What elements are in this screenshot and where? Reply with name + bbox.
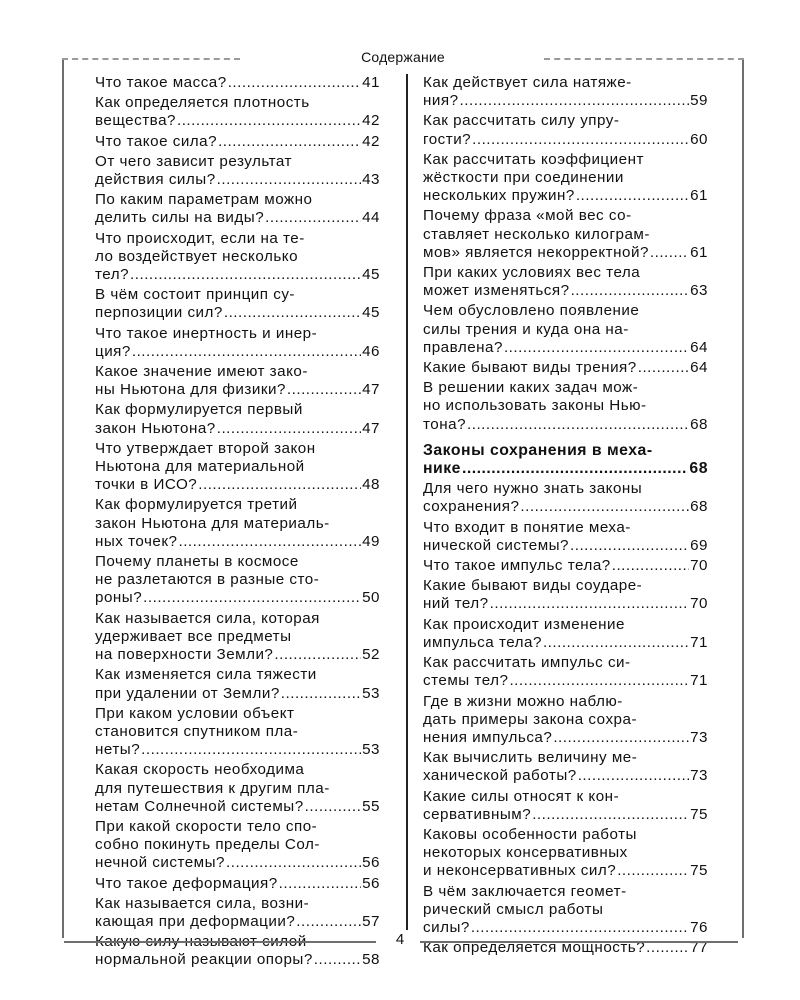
toc-entry-line: Как происходит изменение	[423, 615, 625, 633]
toc-entry-last-line	[95, 209, 380, 227]
toc-page-number: 45	[362, 304, 380, 322]
dot-leader	[228, 74, 361, 92]
toc-page-number: 46	[362, 342, 380, 360]
dot-leader	[467, 416, 689, 434]
toc-page-number: 55	[362, 797, 380, 815]
toc-entry-line: Как рассчитать импульс си-	[423, 654, 631, 672]
toc-page-number: 41	[362, 74, 380, 91]
toc-entry-last-line	[95, 685, 380, 703]
toc-entry	[423, 359, 708, 377]
toc-entry-line: сохранения?	[423, 498, 520, 516]
toc-page-number: 53	[362, 684, 380, 702]
dot-leader	[130, 266, 361, 284]
toc-entry-last-line	[95, 533, 380, 551]
toc-entry-line: точки в ИСО?	[95, 476, 198, 494]
toc-entry-last-line	[95, 913, 380, 931]
toc-entry-line: сервативным?	[423, 805, 532, 823]
toc-entry-line: Как вычислить величину ме-	[423, 749, 638, 767]
toc-entry-line: Какое значение имеют зако-	[95, 363, 308, 381]
toc-page-number: 75	[690, 805, 708, 823]
toc-entry-line: но использовать законы Нью-	[423, 397, 647, 415]
toc-entry	[423, 151, 708, 206]
toc-entry-last-line	[95, 112, 380, 130]
toc-entry-last-line	[423, 557, 708, 575]
toc-entry-line: действия силы?	[95, 171, 216, 189]
toc-entry-line: Какие бывают виды трения?	[423, 359, 637, 377]
toc-entry-last-line	[423, 634, 708, 652]
toc-page-number: 59	[690, 92, 708, 110]
toc-entry-line: В решении каких задач мож-	[423, 379, 639, 397]
dot-leader	[612, 557, 689, 575]
toc-entry	[95, 440, 380, 495]
toc-entry	[95, 818, 380, 873]
toc-entry-line: Как рассчитать силу упру-	[423, 112, 620, 130]
toc-entry	[423, 74, 708, 110]
toc-entry-line: Что происходит, если на те-	[95, 229, 305, 247]
toc-entry-last-line	[423, 767, 708, 785]
column-divider	[406, 74, 408, 930]
header-dash-right	[544, 58, 744, 60]
dot-leader	[305, 798, 361, 816]
toc-entry	[95, 761, 380, 816]
toc-entry-line: Законы сохранения в меха-	[423, 441, 653, 459]
toc-entry-last-line	[95, 266, 380, 284]
toc-entry-line: Каковы особенности работы	[423, 825, 637, 843]
toc-page-number: 49	[362, 532, 380, 550]
toc-entry-last-line	[95, 420, 380, 438]
toc-entry-last-line	[423, 187, 708, 205]
toc-page-number: 63	[690, 282, 708, 300]
toc-entry	[95, 895, 380, 931]
toc-entry-line: ставляет несколько килограм-	[423, 225, 650, 243]
toc-entry-last-line	[423, 359, 708, 377]
toc-entry-line: Какие силы относят к кон-	[423, 787, 620, 805]
toc-entry-last-line	[423, 537, 708, 555]
dot-leader	[570, 537, 689, 555]
toc-entry-line: закон Ньютона для материаль-	[95, 514, 330, 532]
dot-leader	[217, 420, 361, 438]
running-header	[62, 46, 744, 70]
toc-entry-line: При каком условии объект	[95, 704, 295, 722]
toc-entry-line: Ньютона для материальной	[95, 458, 305, 476]
toc-entry	[95, 553, 380, 608]
dot-leader	[520, 498, 689, 516]
dot-leader	[217, 171, 361, 189]
toc-page-number: 61	[690, 243, 708, 261]
dot-leader	[132, 343, 361, 361]
toc-entry-line: и неконсервативных сил?	[423, 862, 617, 880]
toc-entry	[95, 705, 380, 760]
toc-entry-line: Где в жизни можно наблю-	[423, 692, 623, 710]
toc-entry-line: Что такое импульс тела?	[423, 557, 611, 575]
toc-entry-last-line	[423, 131, 708, 149]
toc-entry-last-line	[423, 416, 708, 434]
toc-entry-last-line	[95, 854, 380, 872]
toc-entry-line: Как формулируется третий	[95, 496, 298, 514]
toc-entry-line: становится спутником пла-	[95, 722, 299, 740]
dot-leader	[314, 951, 361, 969]
toc-entry-last-line	[423, 92, 708, 110]
toc-page-number: 57	[362, 912, 380, 930]
toc-entry-line: При каких условиях вес тела	[423, 264, 641, 282]
dot-leader	[226, 854, 361, 872]
toc-entry-line: вещества?	[95, 112, 176, 130]
toc-entry-line: ния?	[423, 92, 459, 110]
dot-leader	[553, 729, 689, 747]
dot-leader	[576, 187, 689, 205]
toc-entry-line: В чём состоит принцип су-	[95, 286, 295, 304]
toc-entry	[95, 133, 380, 151]
dot-leader	[218, 133, 361, 151]
toc-page-number: 58	[362, 951, 380, 969]
page-number: 4	[395, 931, 405, 948]
toc-page-number: 42	[362, 132, 380, 150]
toc-entry-line: некоторых консервативных	[423, 844, 628, 862]
toc-entry-line: удерживает все предметы	[95, 627, 292, 645]
toc-entry-line: Что такое сила?	[95, 132, 218, 150]
toc-entry	[95, 153, 380, 189]
toc-page-number: 56	[362, 874, 380, 892]
toc-page-number: 68	[690, 415, 708, 433]
toc-entry-line: ных точек?	[95, 532, 178, 550]
dot-leader	[578, 767, 689, 785]
toc-entry-last-line	[95, 74, 380, 92]
dot-leader	[198, 476, 361, 494]
toc-entry-line: нескольких пружин?	[423, 187, 575, 205]
toc-entry	[423, 654, 708, 690]
toc-entry	[423, 264, 708, 300]
toc-entry	[423, 788, 708, 824]
dot-leader	[265, 209, 361, 227]
toc-entry	[95, 74, 380, 92]
dot-leader	[638, 359, 689, 377]
toc-entry-line: При какой скорости тело спо-	[95, 817, 318, 835]
toc-entry-last-line	[95, 343, 380, 361]
dot-leader	[287, 381, 361, 399]
toc-entry-last-line	[95, 646, 380, 664]
toc-entry-last-line	[423, 672, 708, 690]
toc-entry-line: закон Ньютона?	[95, 419, 216, 437]
toc-page-number: 69	[690, 536, 708, 554]
toc-entry-last-line	[95, 741, 380, 759]
toc-entry-last-line	[95, 133, 380, 151]
toc-entry-line: По каким параметрам можно	[95, 191, 313, 209]
toc-entry-line: От чего зависит результат	[95, 152, 292, 170]
toc-page-number: 43	[362, 171, 380, 189]
toc-page-number: 73	[690, 728, 708, 746]
toc-entry	[423, 519, 708, 555]
dot-leader	[224, 304, 361, 322]
toc-page-number: 60	[690, 130, 708, 148]
toc-entry	[95, 363, 380, 399]
toc-entry-last-line	[95, 589, 380, 607]
dot-leader	[177, 112, 361, 130]
toc-entry-line: Почему фраза «мой вес со-	[423, 207, 632, 225]
toc-entry	[423, 616, 708, 652]
toc-entry-line: гости?	[423, 130, 472, 148]
header-title: Содержание	[361, 49, 445, 65]
toc-page-number: 53	[362, 741, 380, 759]
dot-leader	[462, 460, 688, 478]
toc-entry	[95, 191, 380, 227]
toc-entry-line: ло воздействует несколько	[95, 247, 299, 265]
toc-entry-line: Какую силу называют силой	[95, 933, 307, 951]
toc-page-number: 68	[690, 498, 708, 516]
toc-entry	[423, 749, 708, 785]
toc-entry	[95, 666, 380, 702]
toc-entry-line: ханической работы?	[423, 767, 577, 785]
toc-page-number: 52	[362, 646, 380, 664]
toc-entry	[423, 693, 708, 748]
toc-entry	[95, 325, 380, 361]
toc-entry-line: силы?	[423, 918, 470, 936]
toc-entry	[423, 112, 708, 148]
toc-entry-line: нике	[423, 460, 461, 478]
toc-entry-line: тона?	[423, 415, 467, 433]
toc-entry	[423, 302, 708, 357]
toc-entry-line: В чём заключается геомет-	[423, 882, 627, 900]
toc-entry	[95, 875, 380, 893]
toc-entry-line: стемы тел?	[423, 672, 509, 690]
dot-leader	[296, 913, 361, 931]
toc-entry-last-line	[423, 595, 708, 613]
toc-entry	[423, 207, 708, 262]
dot-leader	[617, 862, 689, 880]
toc-entry-line: нической системы?	[423, 536, 569, 554]
toc-page-number: 70	[690, 595, 708, 613]
toc-entry-line: Как определяется плотность	[95, 94, 310, 112]
toc-page-number: 47	[362, 419, 380, 437]
toc-entry-last-line	[423, 729, 708, 747]
toc-page-number: 47	[362, 381, 380, 399]
toc-entry	[423, 883, 708, 938]
toc-entry-line: ция?	[95, 342, 131, 360]
toc-entry-last-line	[423, 282, 708, 300]
toc-entry	[95, 610, 380, 665]
toc-entry-line: роны?	[95, 589, 143, 607]
toc-entry	[423, 577, 708, 613]
toc-left-column	[95, 74, 380, 972]
toc-entry-last-line	[95, 381, 380, 399]
dot-leader	[571, 282, 690, 300]
dot-leader	[460, 92, 690, 110]
toc-entry	[423, 826, 708, 881]
dot-leader	[650, 244, 689, 262]
toc-entry-line: Чем обусловлено появление	[423, 302, 640, 320]
toc-entry	[423, 557, 708, 575]
toc-entry-line: для путешествия к другим пла-	[95, 779, 330, 797]
toc-entry-line: тел?	[95, 266, 130, 284]
toc-page-number: 44	[362, 209, 380, 227]
dot-leader	[543, 634, 689, 652]
toc-entry-line: Как изменяется сила тяжести	[95, 666, 317, 684]
toc-entry-line: Как называется сила, которая	[95, 609, 320, 627]
toc-entry-line: собно покинуть пределы Сол-	[95, 836, 320, 854]
toc-entry-line: Что такое деформация?	[95, 874, 278, 892]
toc-entry-line: силы трения и куда она на-	[423, 320, 629, 338]
toc-entry-line: рический смысл работы	[423, 900, 604, 918]
toc-entry-last-line	[95, 476, 380, 494]
toc-entry	[95, 496, 380, 551]
toc-entry-line: правлена?	[423, 338, 503, 356]
toc-entry-line: Как называется сила, возни-	[95, 894, 310, 912]
toc-right-column	[423, 74, 708, 959]
toc-entry	[95, 286, 380, 322]
toc-entry-line: ны Ньютона для физики?	[95, 381, 286, 399]
toc-entry-last-line	[423, 339, 708, 357]
toc-page-number: 48	[362, 476, 380, 494]
toc-entry-last-line	[95, 304, 380, 322]
toc-entry-line: Для чего нужно знать законы	[423, 480, 643, 498]
toc-page-number: 75	[690, 862, 708, 880]
dot-leader	[472, 131, 689, 149]
toc-entry-line: перпозиции сил?	[95, 304, 223, 322]
toc-entry-line: Что такое инертность и инер-	[95, 324, 318, 342]
toc-entry-line: делить силы на виды?	[95, 209, 265, 227]
toc-entry-line: при удалении от Земли?	[95, 684, 280, 702]
toc-page-number: 71	[690, 672, 708, 690]
toc-page-number: 73	[690, 767, 708, 785]
toc-entry	[95, 230, 380, 285]
dot-leader	[178, 533, 361, 551]
toc-entry-last-line	[95, 951, 380, 969]
toc-entry-line: Почему планеты в космосе	[95, 553, 299, 571]
toc-entry-line: Какая скорость необходима	[95, 761, 305, 779]
toc-entry-line: неты?	[95, 741, 141, 759]
toc-entry	[95, 94, 380, 130]
toc-entry-line: нетам Солнечной системы?	[95, 797, 304, 815]
toc-entry-line: мов» является некорректной?	[423, 243, 649, 261]
dot-leader	[509, 672, 689, 690]
dot-leader	[279, 875, 361, 893]
toc-page-number: 50	[362, 589, 380, 607]
toc-entry-line: Как формулируется первый	[95, 401, 303, 419]
toc-entry-line: Что утверждает второй закон	[95, 439, 316, 457]
dot-leader	[143, 589, 361, 607]
toc-entry-line: нечной системы?	[95, 854, 225, 872]
toc-entry-last-line	[423, 862, 708, 880]
dot-leader	[490, 595, 689, 613]
toc-entry-line: Как определяется мощность?	[423, 939, 646, 957]
toc-entry-line: Что такое масса?	[95, 74, 227, 91]
toc-entry-line: не разлетаются в разные сто-	[95, 571, 320, 589]
dot-leader	[504, 339, 689, 357]
toc-entry-line: может изменяться?	[423, 282, 570, 300]
toc-entry-last-line	[423, 460, 708, 478]
dot-leader	[274, 646, 361, 664]
toc-entry-line: ний тел?	[423, 595, 489, 613]
toc-page-number: 64	[690, 338, 708, 356]
toc-entry	[423, 379, 708, 434]
toc-page-number: 61	[690, 187, 708, 205]
toc-entry-last-line	[423, 806, 708, 824]
toc-entry-line: нения импульса?	[423, 728, 553, 746]
dot-leader	[281, 685, 361, 703]
toc-entry-line: Какие бывают виды соударе-	[423, 577, 643, 595]
toc-entry-line: Что входит в понятие меха-	[423, 518, 631, 536]
toc-page-number: 76	[690, 918, 708, 936]
toc-entry-last-line	[423, 244, 708, 262]
toc-entry	[95, 401, 380, 437]
toc-page-number: 42	[362, 112, 380, 130]
toc-entry-line: кающая при деформации?	[95, 912, 296, 930]
toc-entry-last-line	[95, 171, 380, 189]
toc-page-number: 64	[690, 359, 708, 377]
dot-leader	[532, 806, 689, 824]
toc-page-number: 71	[690, 633, 708, 651]
toc-page-number: 45	[362, 266, 380, 284]
toc-section-heading	[423, 442, 708, 478]
toc-entry-line: дать примеры закона сохра-	[423, 710, 637, 728]
toc-page-number: 68	[689, 460, 708, 478]
toc-entry-line: нормальной реакции опоры?	[95, 951, 313, 969]
toc-entry	[423, 480, 708, 516]
toc-entry-last-line	[95, 875, 380, 893]
toc-entry-line: жёсткости при соединении	[423, 169, 624, 187]
toc-entry-line: импульса тела?	[423, 633, 542, 651]
toc-entry-line: на поверхности Земли?	[95, 646, 274, 664]
toc-page-number: 70	[690, 557, 708, 575]
toc-entry-last-line	[423, 498, 708, 516]
toc-entry-line: Как действует сила натяже-	[423, 74, 632, 91]
toc-page-number: 56	[362, 854, 380, 872]
dot-leader	[141, 741, 361, 759]
toc-entry-line: Как рассчитать коэффициент	[423, 150, 644, 168]
toc-page-number: 77	[690, 939, 708, 957]
toc-entry-last-line	[95, 798, 380, 816]
